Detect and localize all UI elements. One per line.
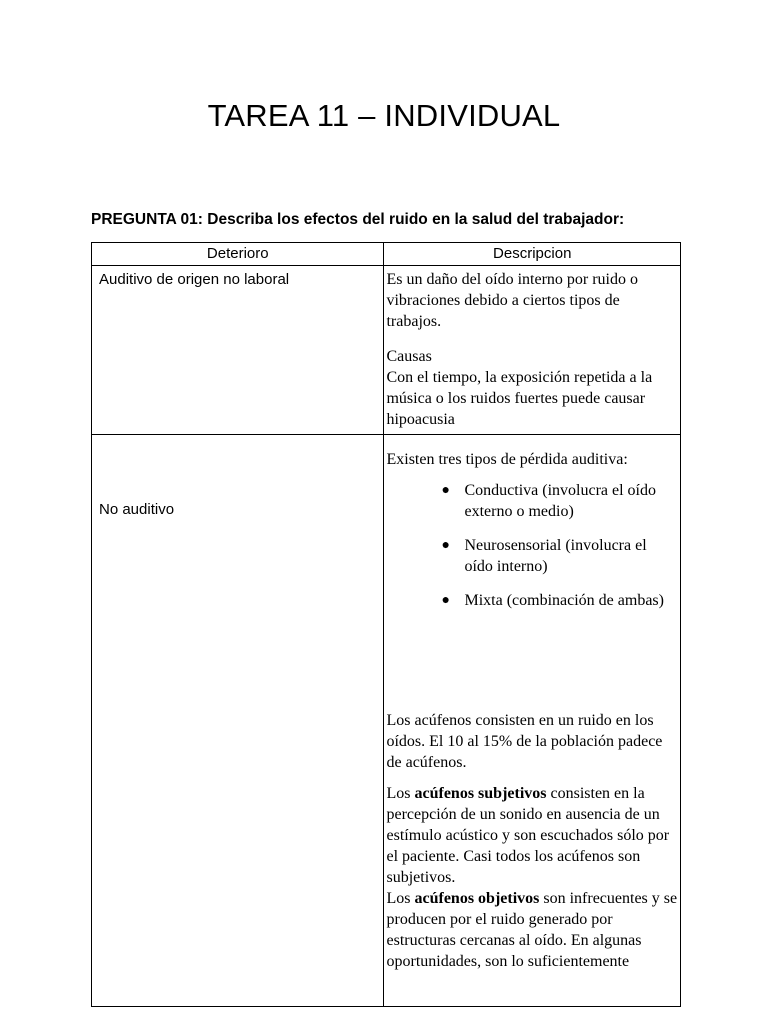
- row1-label: Auditivo de origen no laboral: [92, 266, 384, 435]
- row1-para1: Es un daño del oído interno por ruido o vibraciones debido a ciertos tipos de trabajos.: [386, 271, 638, 330]
- acufenos-objetivos: Los acúfenos objetivos son infrecuentes y se producen por el ruido generado por estructuras cercanas al oído. En algunas oportunidades, son lo suficientemente: [386, 890, 678, 970]
- row2-label: No auditivo: [99, 501, 175, 518]
- list-item: ● Neurosensorial (involucra el oído interno): [441, 537, 647, 575]
- row1-causes-heading: Causas: [386, 348, 432, 365]
- row1-description: [384, 266, 681, 435]
- row2-label-cell: [92, 435, 384, 1007]
- row2-description: [384, 435, 681, 1007]
- acufenos-intro: Los acúfenos consisten en un ruido en los oídos. El 10 al 15% de la población padece de acúfenos.: [386, 712, 663, 771]
- effects-table: [91, 242, 681, 1007]
- list-item: ● Conductiva (involucra el oído externo o medio): [441, 482, 656, 520]
- row2-intro: Existen tres tipos de pérdida auditiva:: [386, 451, 628, 468]
- header-descripcion: Descripcion: [384, 243, 681, 266]
- bullet-icon: ●: [441, 593, 450, 608]
- bullet-icon: ●: [441, 483, 450, 498]
- bullet-icon: ●: [441, 538, 450, 553]
- table-row: [92, 435, 681, 1007]
- table-row: [92, 266, 681, 435]
- hearing-loss-list: [386, 480, 678, 611]
- table-header-row: [92, 243, 681, 266]
- header-deterioro: Deterioro: [92, 243, 384, 266]
- document-title: TAREA 11 – INDIVIDUAL: [207, 98, 561, 133]
- question-heading: PREGUNTA 01: Describa los efectos del ruido en la salud del trabajador:: [91, 211, 625, 228]
- acufenos-subjetivos: Los acúfenos subjetivos consisten en la percepción de un sonido en ausencia de un estímulo acústico y son escuchados sólo por el paciente. Casi todos los acúfenos son subjetivos.: [386, 785, 670, 886]
- row1-causes-text: Con el tiempo, la exposición repetida a la música o los ruidos fuertes puede causar hipoacusia: [386, 369, 653, 428]
- list-item: ● Mixta (combinación de ambas): [441, 592, 664, 609]
